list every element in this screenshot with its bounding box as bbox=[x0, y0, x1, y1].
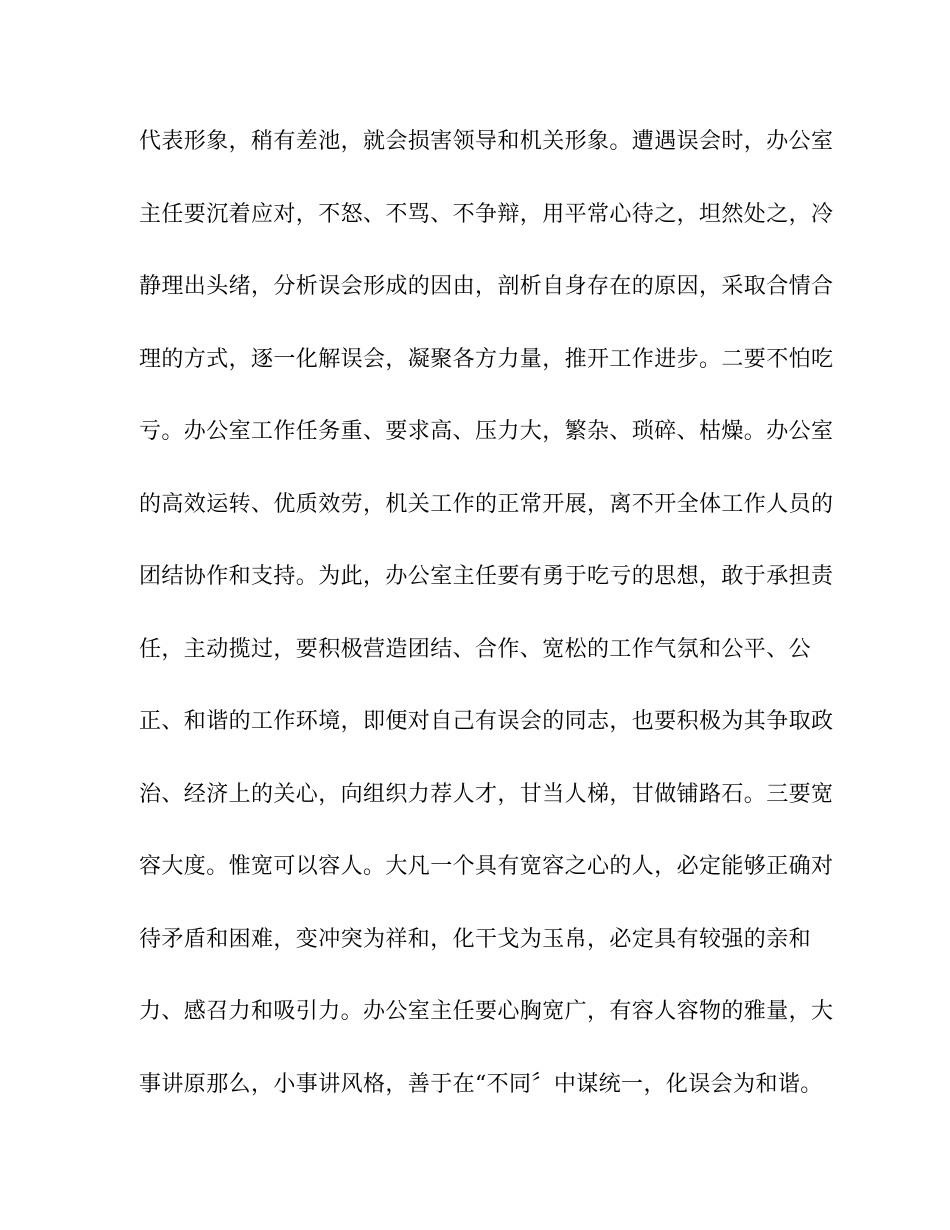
text-line: 亏。办公室工作任务重、要求高、压力大，繁杂、琐碎、枯燥。办公室 bbox=[139, 419, 834, 444]
text-line: 待矛盾和困难，变冲突为祥和，化干戈为玉帛，必定具有较强的亲和 bbox=[139, 926, 812, 952]
text-line: 的高效运转、优质效劳，机关工作的正常开展，离不开全体工作人员的 bbox=[139, 491, 834, 517]
text-line: 力、感召力和吸引力。办公室主任要心胸宽广，有容人容物的雅量，大 bbox=[139, 999, 834, 1024]
text-line: 代表形象，稍有差池，就会损害领导和机关形象。遭遇误会时，办公室 bbox=[139, 129, 834, 154]
text-line: 理的方式，逐一化解误会，凝聚各方力量，推开工作进步。二要不怕吃 bbox=[139, 346, 834, 372]
text-line: 正、和谐的工作环境，即便对自己有误会的同志，也要积极为其争取政 bbox=[139, 709, 834, 734]
body-text bbox=[139, 120, 834, 1135]
text-line: 静理出头绪，分析误会形成的因由，剖析自身存在的原因，采取合情合 bbox=[139, 274, 834, 299]
text-line: 事讲原那么，小事讲风格，善于在“不同〞中谋统一，化误会为和谐。 bbox=[139, 1071, 823, 1097]
text-line: 团结协作和支持。为此，办公室主任要有勇于吃亏的思想，敢于承担责 bbox=[139, 564, 834, 589]
text-line: 容大度。惟宽可以容人。大凡一个具有宽容之心的人，必定能够正确对 bbox=[139, 854, 834, 879]
text-line: 主任要沉着应对，不怒、不骂、不争辩，用平常心待之，坦然处之，冷 bbox=[139, 201, 834, 227]
text-line: 任，主动揽过，要积极营造团结、合作、宽松的工作气氛和公平、公 bbox=[139, 636, 812, 662]
text-line: 治、经济上的关心，向组织力荐人才，甘当人梯，甘做铺路石。三要宽 bbox=[139, 781, 834, 807]
